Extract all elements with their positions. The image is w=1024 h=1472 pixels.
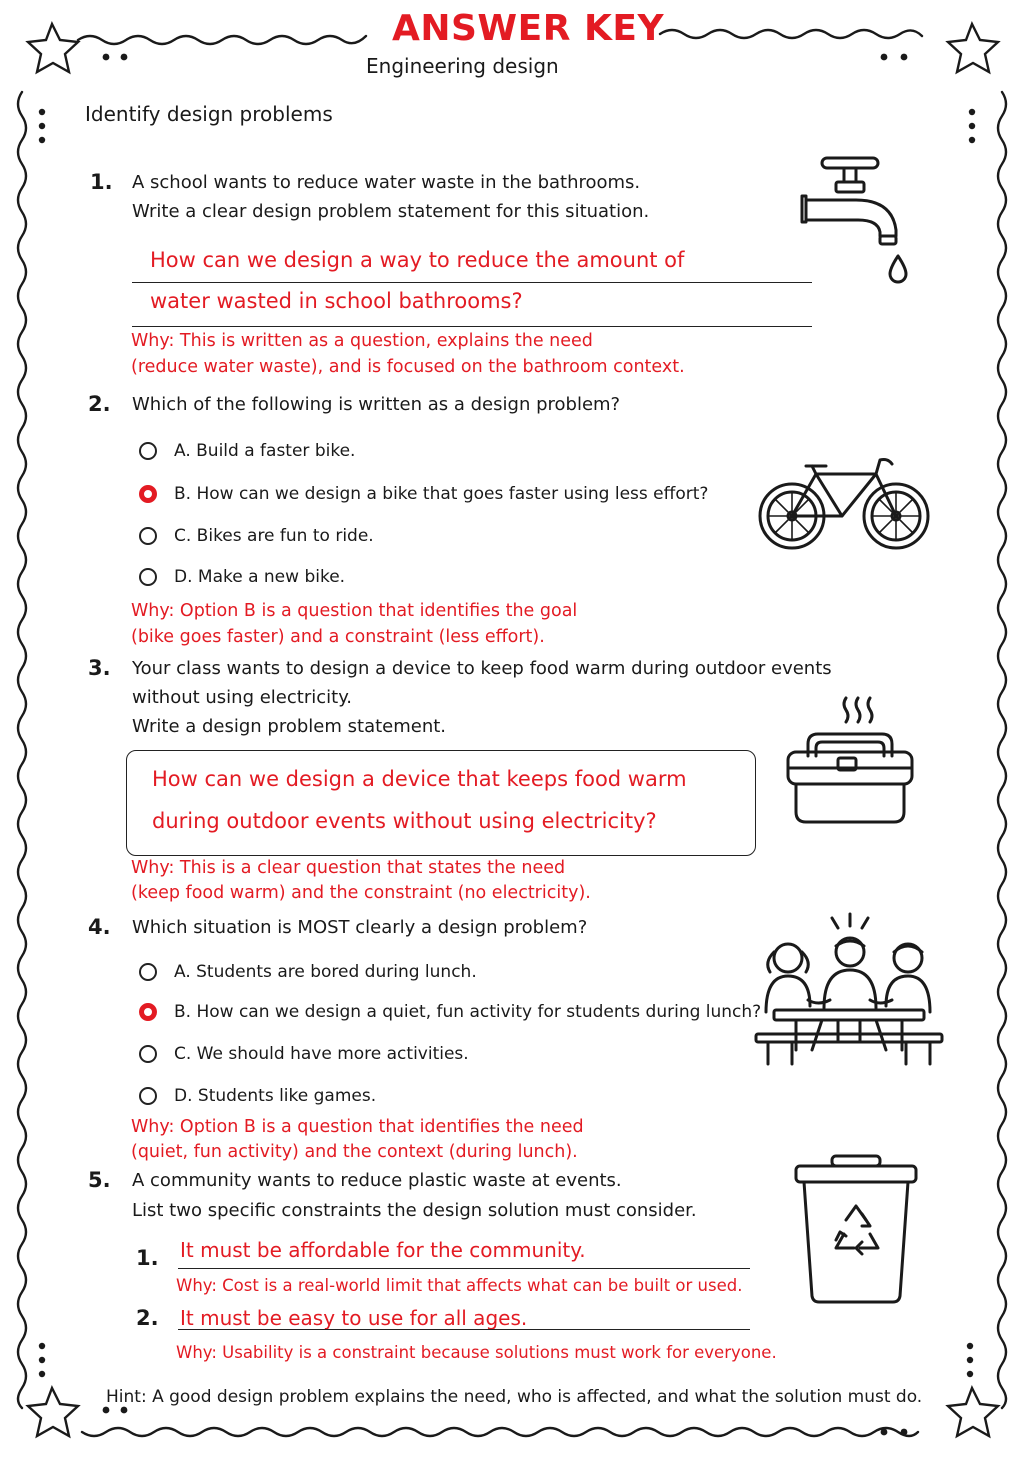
question-number: 3.	[88, 656, 111, 680]
warm-food-container-icon	[782, 694, 918, 830]
answer-text: How can we design a way to reduce the amount of	[150, 248, 685, 272]
option-label: B. How can we design a bike that goes faster using less effort?	[174, 484, 709, 504]
radio-button[interactable]	[139, 1045, 157, 1063]
answer-line	[178, 1329, 750, 1330]
question-text: A community wants to reduce plastic waste at events.	[132, 1170, 622, 1191]
question-text: Write a design problem statement.	[132, 716, 447, 737]
option-label: C. We should have more activities.	[174, 1044, 469, 1064]
bicycle-icon	[754, 454, 934, 556]
explanation-text: (reduce water waste), and is focused on the bathroom context.	[131, 357, 685, 377]
question-text: without using electricity.	[132, 687, 352, 708]
option-label: B. How can we design a quiet, fun activity for students during lunch?	[174, 1002, 762, 1022]
answer-line	[132, 282, 812, 283]
radio-button-selected[interactable]	[139, 485, 157, 503]
option-label: A. Students are bored during lunch.	[174, 962, 477, 982]
explanation-text: Why: Option B is a question that identifies the need	[131, 1117, 584, 1137]
item-number: 1.	[136, 1246, 159, 1270]
question-text: Which of the following is written as a design problem?	[132, 394, 621, 415]
option-a[interactable]	[139, 441, 355, 461]
option-label: D. Students like games.	[174, 1086, 377, 1106]
option-d[interactable]	[139, 1086, 376, 1106]
faucet-icon	[796, 152, 916, 288]
recycling-bin-icon	[792, 1154, 920, 1304]
option-a[interactable]	[139, 962, 477, 982]
answer-line	[178, 1268, 750, 1269]
explanation-text: Why: This is written as a question, explains the need	[131, 331, 593, 351]
page-title: ANSWER KEY	[392, 8, 665, 49]
question-text: Which situation is MOST clearly a design problem?	[132, 917, 588, 938]
answer-text: during outdoor events without using electricity?	[152, 809, 657, 833]
students-at-table-icon	[752, 912, 946, 1072]
explanation-text: Why: This is a clear question that states the need	[131, 858, 566, 878]
question-number: 5.	[88, 1168, 111, 1192]
answer-text: It must be affordable for the community.	[180, 1238, 586, 1262]
question-text: List two specific constraints the design solution must consider.	[132, 1200, 697, 1221]
hint-text: Hint: A good design problem explains the need, who is affected, and what the solution must do.	[106, 1387, 923, 1407]
radio-button-selected[interactable]	[139, 1003, 157, 1021]
question-number: 1.	[90, 170, 113, 194]
question-text: Write a clear design problem statement for this situation.	[132, 201, 650, 222]
option-label: A. Build a faster bike.	[174, 441, 356, 461]
radio-button[interactable]	[139, 963, 157, 981]
question-number: 2.	[88, 392, 111, 416]
option-label: D. Make a new bike.	[174, 567, 346, 587]
option-d[interactable]	[139, 567, 345, 587]
answer-line	[132, 326, 812, 327]
question-text: A school wants to reduce water waste in the bathrooms.	[132, 172, 641, 193]
page-subtitle: Engineering design	[366, 54, 559, 78]
explanation-text: (keep food warm) and the constraint (no electricity).	[131, 883, 591, 903]
option-c[interactable]	[139, 1044, 469, 1064]
radio-button[interactable]	[139, 1087, 157, 1105]
answer-text: water wasted in school bathrooms?	[150, 289, 523, 313]
radio-button[interactable]	[139, 568, 157, 586]
answer-box[interactable]	[126, 750, 756, 856]
radio-button[interactable]	[139, 527, 157, 545]
question-number: 4.	[88, 915, 111, 939]
answer-text: It must be easy to use for all ages.	[180, 1306, 528, 1330]
item-number: 2.	[136, 1306, 159, 1330]
option-label: C. Bikes are fun to ride.	[174, 526, 374, 546]
explanation-text: (bike goes faster) and a constraint (less effort).	[131, 627, 545, 647]
question-text: Your class wants to design a device to keep food warm during outdoor events	[132, 658, 832, 679]
explanation-text: Why: Usability is a constraint because solutions must work for everyone.	[176, 1343, 777, 1362]
radio-button[interactable]	[139, 442, 157, 460]
explanation-text: Why: Cost is a real-world limit that affects what can be built or used.	[176, 1276, 743, 1295]
option-b[interactable]	[139, 484, 708, 504]
option-c[interactable]	[139, 526, 374, 546]
option-b[interactable]	[139, 1002, 761, 1022]
explanation-text: (quiet, fun activity) and the context (during lunch).	[131, 1142, 578, 1162]
section-title: Identify design problems	[85, 102, 333, 126]
answer-text: How can we design a device that keeps food warm	[152, 767, 687, 791]
explanation-text: Why: Option B is a question that identifies the goal	[131, 601, 578, 621]
